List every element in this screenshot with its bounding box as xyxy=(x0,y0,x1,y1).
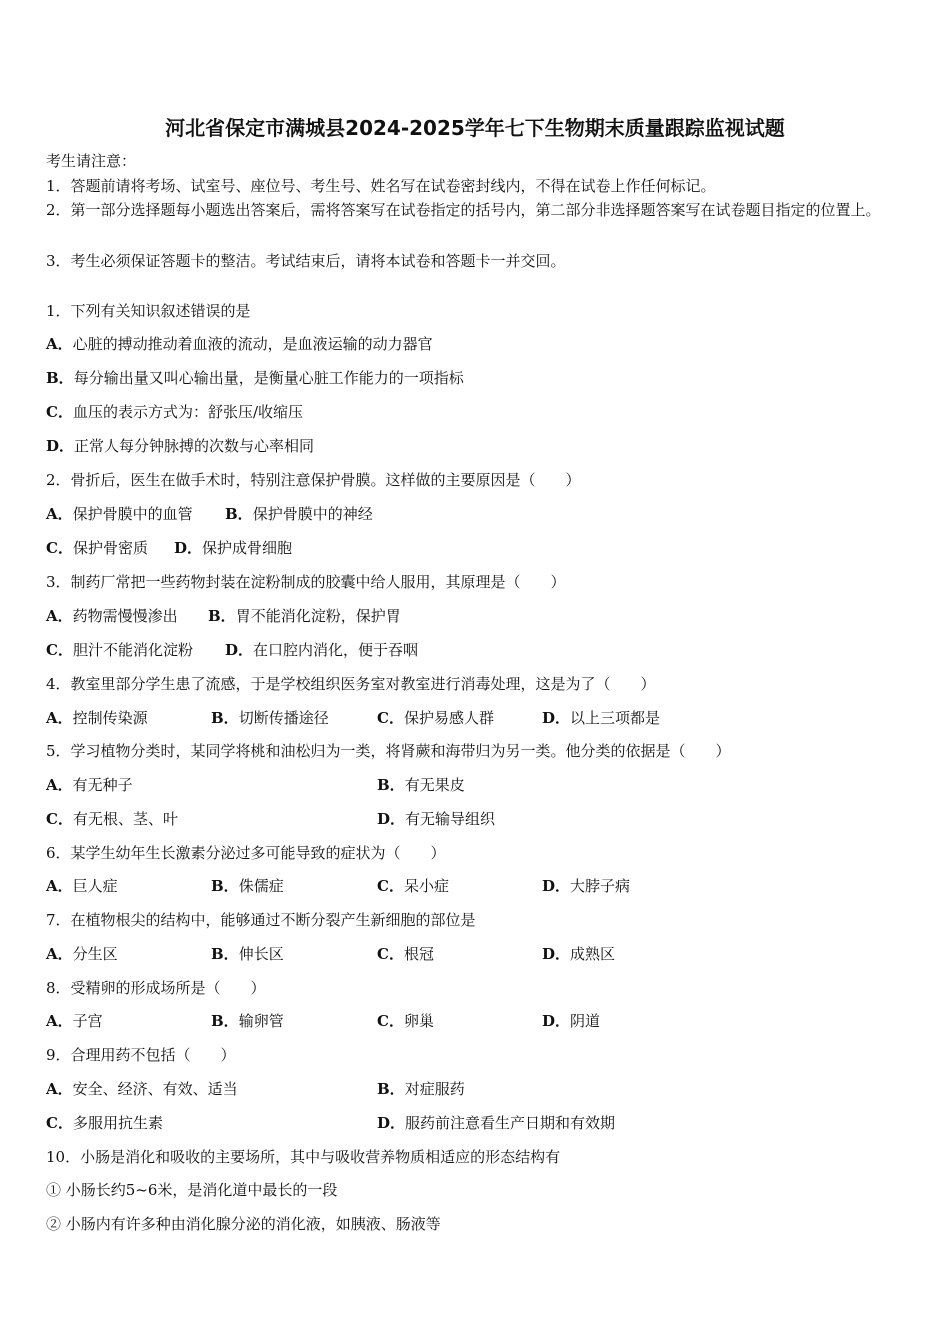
statement: ① 小肠长约5~6米，是消化道中最长的一段 xyxy=(46,1181,338,1199)
option: A．巨人症 xyxy=(46,877,118,895)
option: C．卵巢 xyxy=(377,1012,434,1030)
option: C．胆汁不能消化淀粉 xyxy=(46,641,193,659)
option: A．子宫 xyxy=(46,1012,103,1030)
page-title: 河北省保定市满城县2024-2025学年七下生物期末质量跟踪监视试题 xyxy=(165,116,785,140)
option: A．药物需慢慢渗出 xyxy=(46,607,178,625)
option: C．保护易感人群 xyxy=(377,709,494,727)
notice-item: 3．考生必须保证答题卡的整洁。考试结束后，请将本试卷和答题卡一并交回。 xyxy=(46,252,566,270)
option: D．在口腔内消化，便于吞咽 xyxy=(225,641,419,659)
option: C．呆小症 xyxy=(377,877,449,895)
question-stem: 1．下列有关知识叙述错误的是 xyxy=(46,302,251,320)
option: D．成熟区 xyxy=(542,945,616,963)
option: D．保护成骨细胞 xyxy=(174,539,293,557)
option: B．输卵管 xyxy=(211,1012,284,1030)
option: B．伸长区 xyxy=(211,945,284,963)
option: D．正常人每分钟脉搏的次数与心率相同 xyxy=(46,437,315,455)
option: B．每分输出量又叫心输出量，是衡量心脏工作能力的一项指标 xyxy=(46,369,464,387)
option: A．分生区 xyxy=(46,945,118,963)
statement: ② 小肠内有许多种由消化腺分泌的消化液，如胰液、肠液等 xyxy=(46,1215,441,1233)
option: B．切断传播途径 xyxy=(211,709,329,727)
option: D．阴道 xyxy=(542,1012,601,1030)
option: C．保护骨密质 xyxy=(46,539,148,557)
option: A．保护骨膜中的血管 xyxy=(46,505,193,523)
question-stem: 4．教室里部分学生患了流感，于是学校组织医务室对教室进行消毒处理，这是为了（ ） xyxy=(46,675,656,693)
option: D．以上三项都是 xyxy=(542,709,661,727)
question-stem: 2．骨折后，医生在做手术时，特别注意保护骨膜。这样做的主要原因是（ ） xyxy=(46,471,581,489)
option: C．有无根、茎、叶 xyxy=(46,810,178,828)
question-stem: 3．制药厂常把一些药物封装在淀粉制成的胶囊中给人服用，其原理是（ ） xyxy=(46,573,566,591)
question-stem: 9．合理用药不包括（ ） xyxy=(46,1046,236,1064)
notice-item: 2．第一部分选择题每小题选出答案后，需将答案写在试卷指定的括号内，第二部分非选择题答案写在试卷题目指定的位置上。 xyxy=(46,201,881,219)
option: A．心脏的搏动推动着血液的流动，是血液运输的动力器官 xyxy=(46,335,433,353)
option: B．有无果皮 xyxy=(377,776,465,794)
option: C．多服用抗生素 xyxy=(46,1114,163,1132)
option: B．侏儒症 xyxy=(211,877,284,895)
question-stem: 6．某学生幼年生长激素分泌过多可能导致的症状为（ ） xyxy=(46,844,446,862)
notice-item: 1．答题前请将考场、试室号、座位号、考生号、姓名写在试卷密封线内，不得在试卷上作任何标记。 xyxy=(46,177,716,195)
option: C．血压的表示方式为：舒张压/收缩压 xyxy=(46,403,304,421)
question-stem: 5．学习植物分类时，某同学将桃和油松归为一类，将肾蕨和海带归为另一类。他分类的依据是（ ） xyxy=(46,742,731,760)
notice-heading: 考生请注意： xyxy=(46,152,137,170)
option: B．对症服药 xyxy=(377,1080,465,1098)
option: A．控制传染源 xyxy=(46,709,148,727)
question-stem: 8．受精卵的形成场所是（ ） xyxy=(46,979,266,997)
option: A．有无种子 xyxy=(46,776,133,794)
option: C．根冠 xyxy=(377,945,434,963)
option: B．保护骨膜中的神经 xyxy=(225,505,373,523)
option: D．服药前注意看生产日期和有效期 xyxy=(377,1114,616,1132)
question-stem: 10．小肠是消化和吸收的主要场所，其中与吸收营养物质相适应的形态结构有 xyxy=(46,1148,561,1166)
question-stem: 7．在植物根尖的结构中，能够通过不断分裂产生新细胞的部位是 xyxy=(46,911,476,929)
option: B．胃不能消化淀粉，保护胃 xyxy=(208,607,401,625)
option: D．大脖子病 xyxy=(542,877,631,895)
option: A．安全、经济、有效、适当 xyxy=(46,1080,238,1098)
option: D．有无输导组织 xyxy=(377,810,496,828)
